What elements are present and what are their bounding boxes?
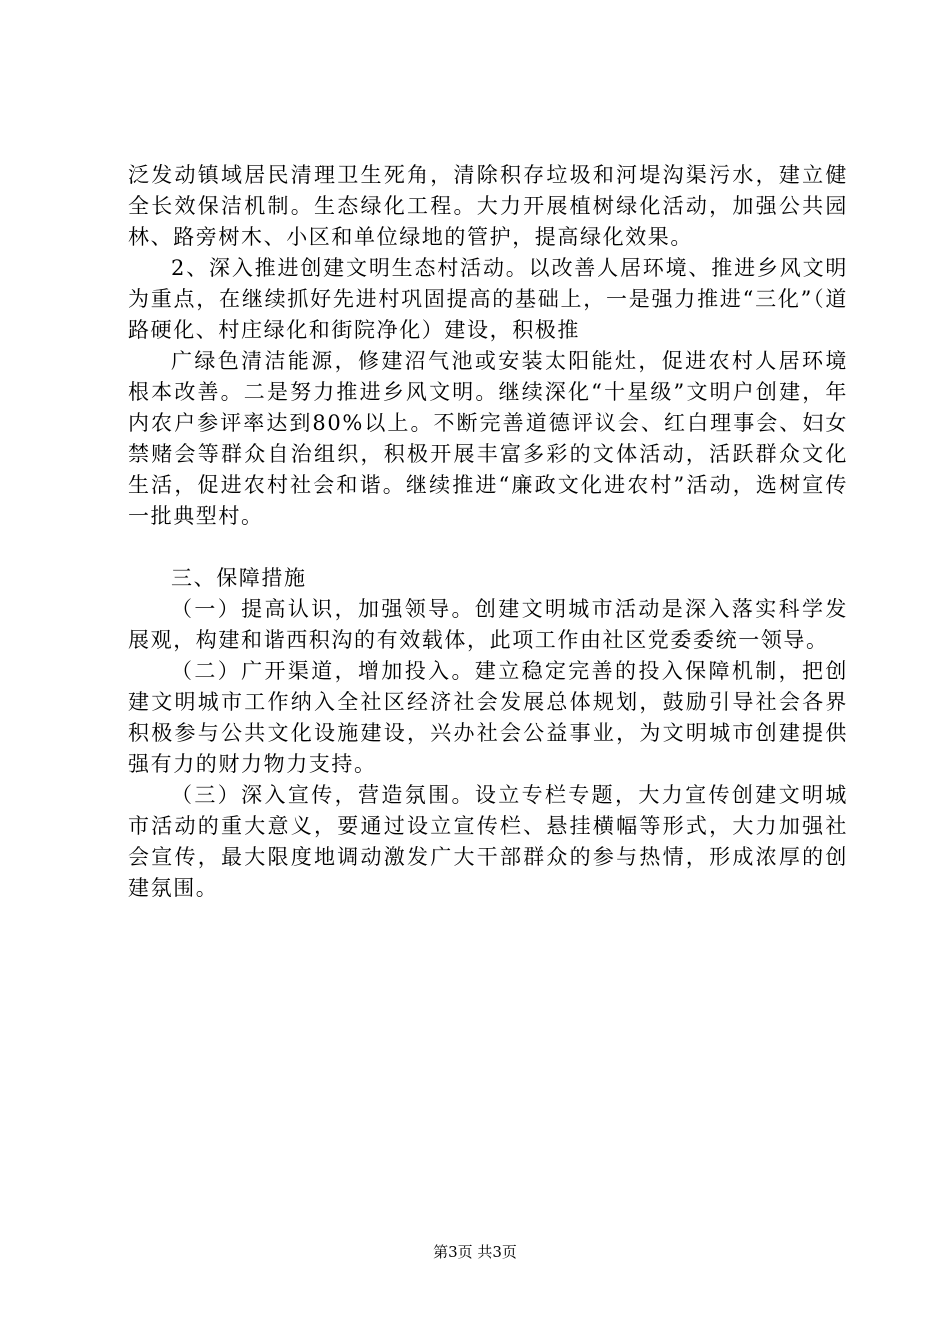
paragraph-leadership: （一）提高认识，加强领导。创建文明城市活动是深入落实科学发展观，构建和谐西积沟的有效载体，此项工作由社区党委委统一领导。 [128, 597, 848, 652]
paragraph-eco-village: 2、深入推进创建文明生态村活动。以改善人居环境、推进乡风文明为重点，在继续抓好先进村巩固提高的基础上，一是强力推进“三化”（道路硬化、村庄绿化和街院净化）建设，积极推 [128, 256, 848, 342]
paragraph-clean-energy: 广绿色清洁能源，修建沼气池或安装太阳能灶，促进农村人居环境根本改善。二是努力推进乡风文明。继续深化“十星级”文明户创建，年内农户参评率达到80%以上。不断完善道德评议会、红白理事会、妇女禁赌会等群众自治组织，积极开展丰富多彩的文体活动，活跃群众文化生活，促进农村社会和谐。继续推进“廉政文化进农村”活动，选树宣传一批典型村。 [128, 349, 848, 528]
paragraph-spacer [128, 532, 848, 563]
paragraph-publicity: （三）深入宣传，营造氛围。设立专栏专题，大力宣传创建文明城市活动的重大意义，要通过设立宣传栏、悬挂横幅等形式，大力加强社会宣传，最大限度地调动激发广大干部群众的参与热情，形成浓厚的创建氛围。 [128, 783, 848, 900]
paragraph-sanitation-greening: 泛发动镇域居民清理卫生死角，清除积存垃圾和河堤沟渠污水，建立健全长效保洁机制。生态绿化工程。大力开展植树绿化活动，加强公共园林、路旁树木、小区和单位绿地的管护，提高绿化效果。 [128, 163, 848, 249]
paragraph-investment: （二）广开渠道，增加投入。建立稳定完善的投入保障机制，把创建文明城市工作纳入全社区经济社会发展总体规划，鼓励引导社会各界积极参与公共文化设施建设，兴办社会公益事业，为文明城市创建提供强有力的财力物力支持。 [128, 659, 848, 776]
section-heading-safeguards: 三、保障措施 [171, 566, 307, 590]
document-body [128, 160, 848, 904]
page-number-footer: 第3页 共3页 [433, 1243, 517, 1261]
